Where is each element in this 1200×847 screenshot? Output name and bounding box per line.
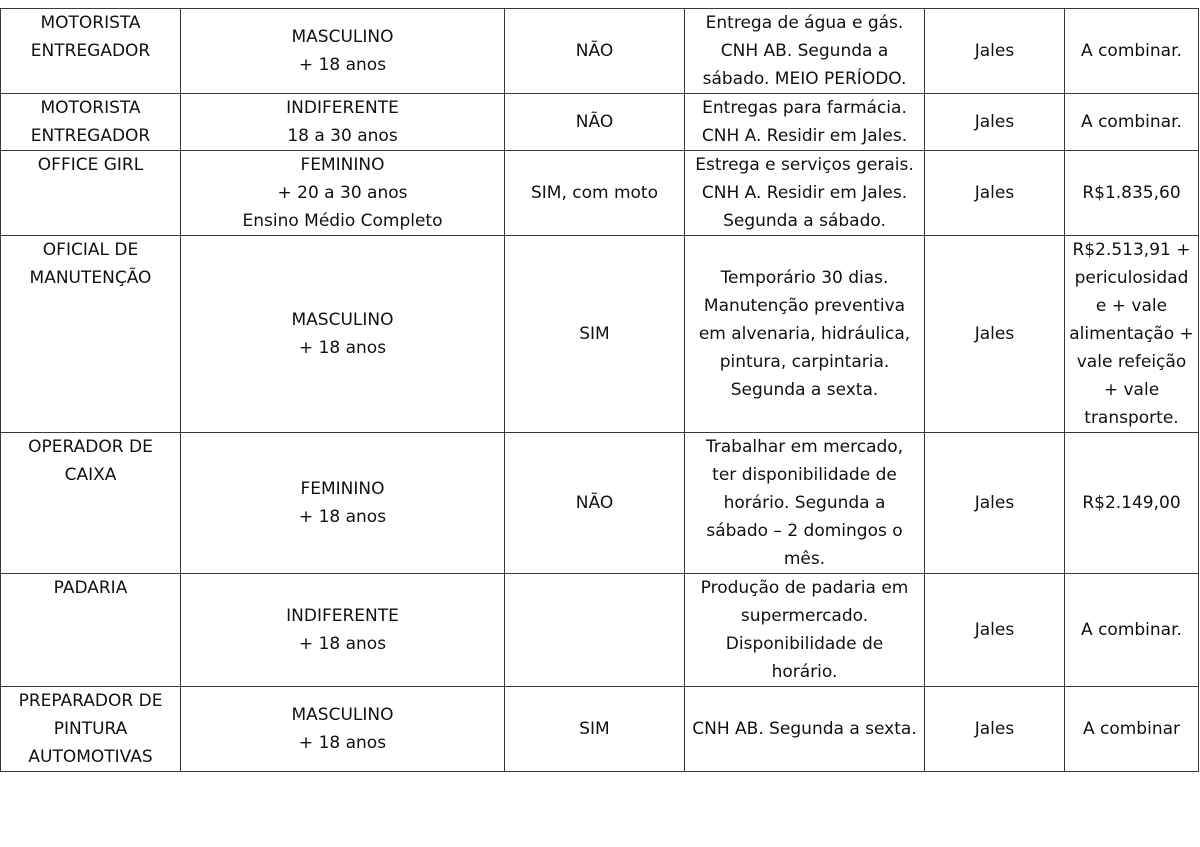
cell-perfil-line: + 18 anos [298, 55, 387, 75]
table-row [1, 9, 1199, 94]
cell-perfil [181, 9, 505, 94]
cell-perfil-line: FEMININO [300, 479, 385, 499]
cell-salario [1065, 151, 1199, 236]
cell-descricao-line: Trabalhar em mercado, [705, 437, 904, 457]
cell-descricao-line: CNH AB. Segunda a sexta. [692, 719, 917, 739]
cell-salario-line: alimentação + [1069, 324, 1194, 344]
cell-cidade [925, 433, 1065, 574]
cell-perfil-line: MASCULINO [291, 705, 394, 725]
cell-cargo [1, 94, 181, 151]
cell-salario [1065, 433, 1199, 574]
cell-cidade-line: Jales [974, 493, 1015, 513]
cell-cnh [505, 236, 685, 433]
cell-perfil-line: MASCULINO [291, 27, 394, 47]
cell-perfil-line: + 20 a 30 anos [277, 183, 408, 203]
cell-perfil [181, 433, 505, 574]
cell-perfil-line: Ensino Médio Completo [242, 211, 443, 231]
cell-cargo-line: PREPARADOR DE [18, 691, 163, 711]
cell-cargo-line: AUTOMOTIVAS [28, 747, 153, 767]
cell-cidade [925, 574, 1065, 687]
table-row [1, 433, 1199, 574]
cell-perfil-line: 18 a 30 anos [287, 126, 398, 146]
cell-descricao-line: Produção de padaria em [700, 578, 909, 598]
cell-cargo [1, 433, 181, 574]
cell-descricao-line: Disponibilidade de [725, 634, 884, 654]
cell-cargo-line: PADARIA [53, 578, 128, 598]
cell-cnh [505, 574, 685, 687]
cell-cargo [1, 574, 181, 687]
cell-descricao [685, 151, 925, 236]
table-row [1, 687, 1199, 772]
cell-descricao-line: em alvenaria, hidráulica, [698, 324, 911, 344]
cell-descricao-line: Entrega de água e gás. [705, 13, 904, 33]
cell-descricao-line: horário. [771, 662, 838, 682]
cell-salario-line: + vale [1103, 380, 1160, 400]
cell-salario-line: vale refeição [1076, 352, 1187, 372]
job-listings-body [1, 9, 1199, 772]
cell-descricao-line: horário. Segunda a [723, 493, 886, 513]
cell-cidade [925, 9, 1065, 94]
cell-perfil-line: + 18 anos [298, 634, 387, 654]
cell-cargo-line: OPERADOR DE [28, 437, 153, 457]
cell-perfil-line: MASCULINO [291, 310, 394, 330]
cell-descricao-line: Segunda a sábado. [723, 211, 886, 231]
cell-cidade-line: Jales [974, 719, 1015, 739]
cell-cidade [925, 236, 1065, 433]
cell-descricao-line: Manutenção preventiva [703, 296, 906, 316]
cell-descricao-line: Segunda a sexta. [730, 380, 879, 400]
cell-descricao-line: mês. [783, 549, 826, 569]
cell-descricao-line: CNH A. Residir em Jales. [701, 183, 908, 203]
cell-descricao-line: Estrega e serviços gerais. [695, 155, 914, 175]
cell-cargo-line: MANUTENÇÃO [29, 268, 152, 288]
cell-descricao-line: CNH AB. Segunda a [720, 41, 889, 61]
cell-descricao-line: pintura, carpintaria. [719, 352, 890, 372]
cell-salario-line: A combinar. [1081, 620, 1182, 640]
cell-cnh-line: NÃO [575, 41, 614, 61]
cell-salario-line: A combinar. [1081, 41, 1182, 61]
cell-salario-line: R$2.149,00 [1082, 493, 1181, 513]
cell-perfil-line: + 18 anos [298, 338, 387, 358]
cell-perfil-line: INDIFERENTE [286, 98, 399, 118]
cell-cnh-line: SIM [579, 324, 610, 344]
cell-salario [1065, 236, 1199, 433]
cell-cargo-line: PINTURA [53, 719, 128, 739]
cell-perfil [181, 687, 505, 772]
cell-perfil-line: FEMININO [300, 155, 385, 175]
cell-cargo [1, 236, 181, 433]
cell-descricao [685, 94, 925, 151]
cell-perfil [181, 94, 505, 151]
cell-cargo-line: OFFICE GIRL [37, 155, 144, 175]
table-row [1, 236, 1199, 433]
cell-descricao-line: Temporário 30 dias. [720, 268, 889, 288]
cell-cnh-line: SIM, com moto [530, 183, 659, 203]
cell-descricao [685, 236, 925, 433]
cell-descricao-line: CNH A. Residir em Jales. [701, 126, 908, 146]
cell-cnh [505, 687, 685, 772]
cell-cidade [925, 94, 1065, 151]
cell-descricao [685, 433, 925, 574]
cell-salario-line: e + vale [1095, 296, 1168, 316]
cell-cnh [505, 9, 685, 94]
cell-cidade-line: Jales [974, 324, 1015, 344]
cell-salario-line: A combinar [1082, 719, 1181, 739]
cell-salario-line: R$2.513,91 + [1072, 240, 1191, 260]
cell-cnh [505, 94, 685, 151]
cell-cidade-line: Jales [974, 112, 1015, 132]
cell-cargo-line: MOTORISTA [40, 13, 141, 33]
cell-cidade-line: Jales [974, 183, 1015, 203]
cell-descricao [685, 574, 925, 687]
cell-cargo [1, 9, 181, 94]
cell-descricao-line: sábado – 2 domingos o [706, 521, 903, 541]
cell-cargo-line: MOTORISTA [40, 98, 141, 118]
cell-salario [1065, 574, 1199, 687]
cell-cargo [1, 687, 181, 772]
cell-cnh [505, 151, 685, 236]
cell-descricao-line: ter disponibilidade de [712, 465, 897, 485]
cell-cidade [925, 687, 1065, 772]
cell-cnh [505, 433, 685, 574]
cell-perfil-line: + 18 anos [298, 733, 387, 753]
cell-descricao [685, 9, 925, 94]
cell-cargo-line: ENTREGADOR [30, 126, 151, 146]
cell-salario-line: periculosidad [1074, 268, 1189, 288]
cell-perfil [181, 236, 505, 433]
cell-cidade-line: Jales [974, 620, 1015, 640]
cell-descricao-line: Entregas para farmácia. [702, 98, 907, 118]
cell-perfil [181, 574, 505, 687]
cell-perfil-line: + 18 anos [298, 507, 387, 527]
table-row [1, 574, 1199, 687]
cell-cnh-line: NÃO [575, 493, 614, 513]
cell-perfil [181, 151, 505, 236]
cell-cnh-line: NÃO [575, 112, 614, 132]
cell-descricao-line: supermercado. [740, 606, 869, 626]
cell-descricao [685, 687, 925, 772]
cell-salario [1065, 94, 1199, 151]
cell-salario-line: A combinar. [1081, 112, 1182, 132]
cell-cidade [925, 151, 1065, 236]
cell-cargo-line: CAIXA [64, 465, 117, 485]
cell-cargo-line: ENTREGADOR [30, 41, 151, 61]
cell-perfil-line: INDIFERENTE [286, 606, 399, 626]
cell-salario [1065, 9, 1199, 94]
cell-descricao-line: sábado. MEIO PERÍODO. [702, 69, 907, 89]
cell-cidade-line: Jales [974, 41, 1015, 61]
cell-salario-line: R$1.835,60 [1082, 183, 1181, 203]
job-listings-table [0, 8, 1199, 772]
cell-cargo [1, 151, 181, 236]
table-row [1, 151, 1199, 236]
cell-cnh-line: SIM [579, 719, 610, 739]
cell-salario-line: transporte. [1084, 408, 1179, 428]
cell-salario [1065, 687, 1199, 772]
table-row [1, 94, 1199, 151]
cell-cargo-line: OFICIAL DE [42, 240, 139, 260]
